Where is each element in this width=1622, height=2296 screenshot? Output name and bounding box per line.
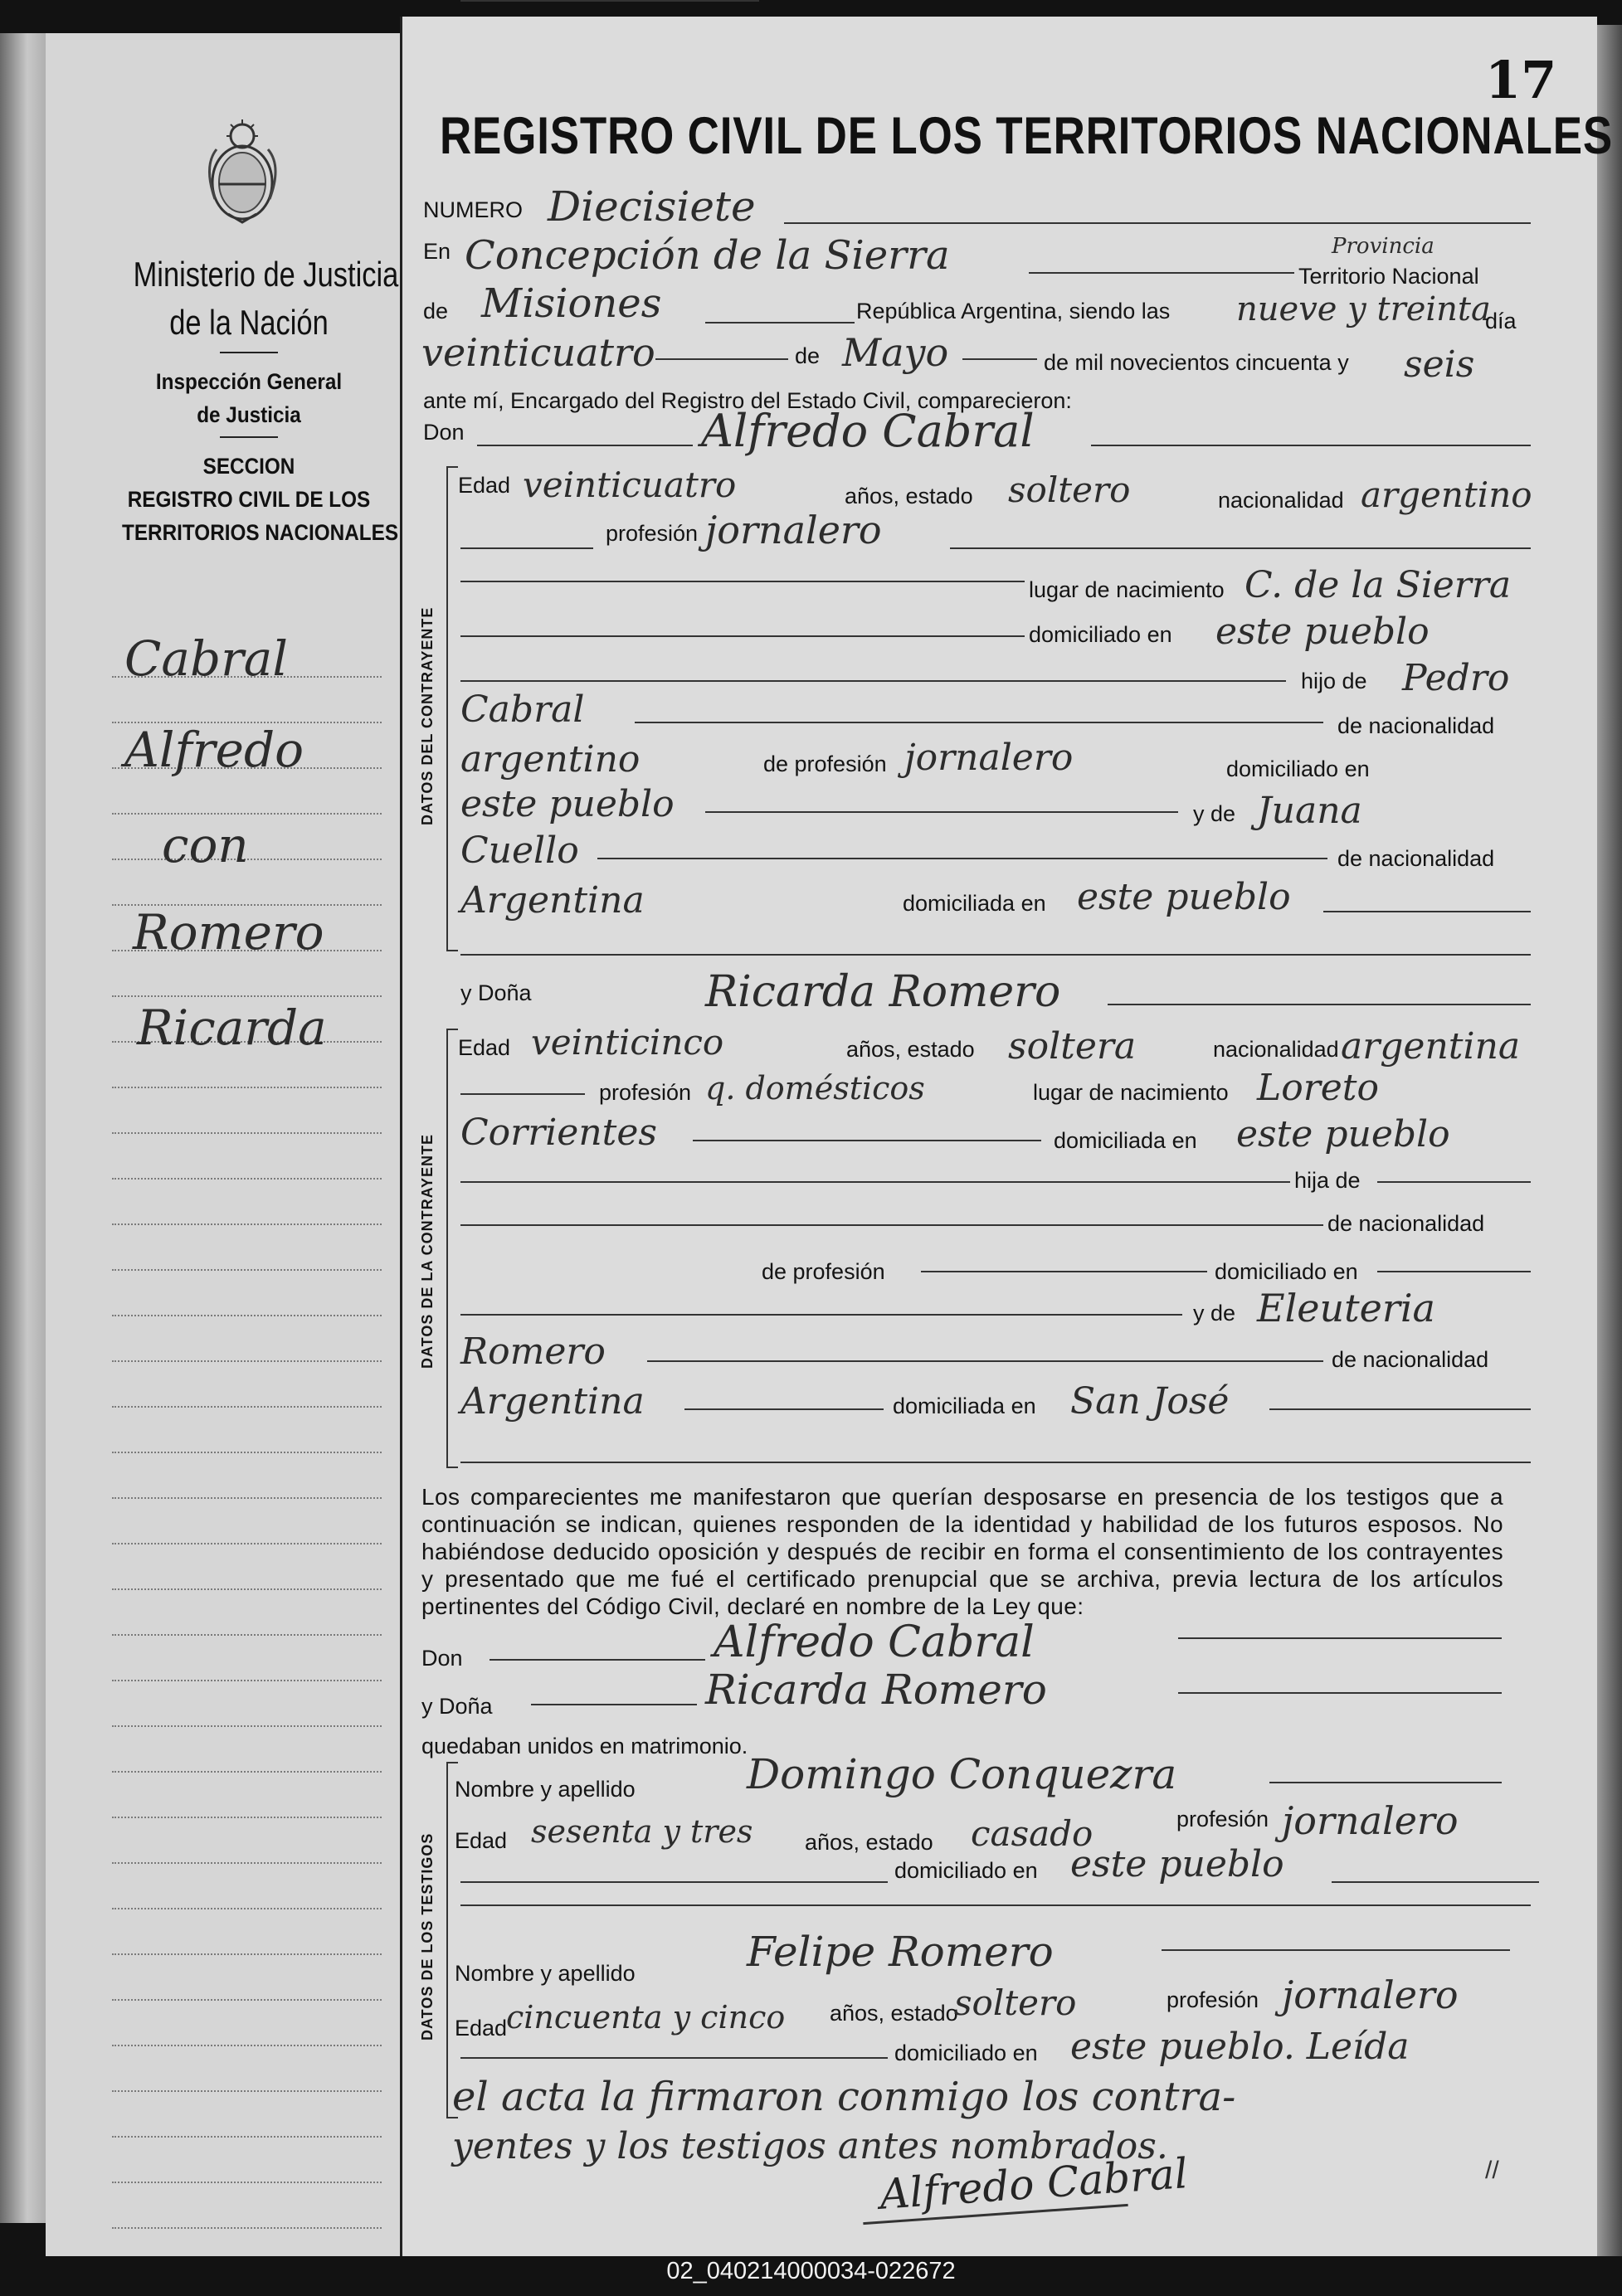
w1-prof-value: jornalero xyxy=(1282,1798,1459,1843)
margin-dotted-line xyxy=(112,2182,382,2183)
mes-value: Mayo xyxy=(842,330,949,375)
margin-note: Alfredo xyxy=(124,722,304,778)
margin-dotted-line xyxy=(112,1680,382,1681)
fill-line xyxy=(921,1271,1207,1272)
bride-nac-value: argentina xyxy=(1341,1025,1521,1068)
margin-dotted-line xyxy=(112,995,382,997)
w1-domic-value: este pueblo xyxy=(1070,1843,1284,1885)
fill-line xyxy=(531,1704,697,1705)
signature: Alfredo Cabral xyxy=(878,2149,1190,2219)
w1-estado-value: casado xyxy=(971,1813,1094,1854)
witnesses-bracket xyxy=(446,1762,458,2118)
bride-madre-value-2: Romero xyxy=(460,1330,606,1373)
page-divider xyxy=(400,17,402,2256)
don-label: Don xyxy=(423,420,465,445)
groom-madre-value-2: Cuello xyxy=(460,829,579,872)
anio-value: seis xyxy=(1404,343,1475,386)
w1-edad-label: Edad xyxy=(455,1828,508,1853)
margin-dotted-line xyxy=(112,1543,382,1544)
groom-padre-value-1: Pedro xyxy=(1402,657,1510,699)
page-number: 17 xyxy=(1485,50,1557,110)
groom-padre-prof-value: jornalero xyxy=(904,737,1074,779)
groom-edad-label: Edad xyxy=(458,473,511,498)
fill-line xyxy=(460,680,1286,682)
dia-value: veinticuatro xyxy=(421,330,655,375)
fill-line xyxy=(460,1462,1531,1463)
fill-line xyxy=(460,2057,888,2059)
bride-madre-domic-label: domiciliada en xyxy=(893,1394,1036,1418)
w1-anios-label: años, estado xyxy=(805,1830,933,1855)
fill-line xyxy=(460,1314,1182,1316)
bride-madre-value-1: Eleuteria xyxy=(1257,1286,1435,1330)
bride-lugar-value-2: Corrientes xyxy=(460,1112,657,1154)
groom-madre-domic-value: este pueblo xyxy=(1077,876,1291,918)
fill-line xyxy=(1323,911,1531,912)
margin-dotted-line xyxy=(112,1588,382,1590)
groom-padre-nac-label: de nacionalidad xyxy=(1337,713,1495,738)
w1-prof-label: profesión xyxy=(1176,1807,1269,1831)
fill-line xyxy=(784,222,1531,224)
fill-line xyxy=(1332,1881,1539,1883)
w1-nombre-label: Nombre y apellido xyxy=(455,1777,636,1802)
divider-rule xyxy=(220,352,278,353)
don2-value: Alfredo Cabral xyxy=(714,1617,1035,1667)
section-line-3: TERRITORIOS NACIONALES xyxy=(122,520,399,545)
groom-anios-label: años, estado xyxy=(845,484,973,508)
bride-edad-value: veinticinco xyxy=(531,1022,724,1063)
margin-dotted-line xyxy=(112,2045,382,2046)
groom-estado-value: soltero xyxy=(1008,469,1131,510)
groom-madre-value-1: Juana xyxy=(1257,790,1362,832)
groom-profesion-value: jornalero xyxy=(705,508,882,552)
bride-y-de-label: y de xyxy=(1193,1301,1236,1326)
w2-anios-label: años, estado xyxy=(830,2001,958,2026)
groom-bracket xyxy=(446,466,458,951)
margin-dotted-line xyxy=(112,1452,382,1453)
groom-nac-value: argentino xyxy=(1361,474,1532,515)
groom-edad-value: veinticuatro xyxy=(523,465,737,505)
fill-line xyxy=(1377,1181,1531,1183)
fill-line xyxy=(460,1181,1290,1183)
bride-bracket xyxy=(446,1029,458,1468)
margin-note: Cabral xyxy=(124,630,288,687)
fill-line xyxy=(597,858,1327,859)
margin-dotted-line xyxy=(112,2136,382,2138)
margin-dotted-line xyxy=(112,1315,382,1316)
groom-y-de-label: y de xyxy=(1193,801,1236,826)
groom-nac-label: nacionalidad xyxy=(1218,488,1344,513)
de-value: Misiones xyxy=(481,280,662,327)
groom-madre-nac-label: de nacionalidad xyxy=(1337,846,1495,871)
fill-line xyxy=(950,547,1531,549)
provincia-note: Provincia xyxy=(1332,234,1434,259)
margin-note: con xyxy=(162,817,249,873)
bride-madre-domic-value: San José xyxy=(1070,1380,1230,1423)
dona2-label: y Doña xyxy=(421,1694,493,1719)
margin-dotted-line xyxy=(112,2227,382,2229)
groom-padre-domic-label: domiciliado en xyxy=(1226,756,1370,781)
divider-rule xyxy=(220,436,278,438)
margin-dotted-line xyxy=(112,1269,382,1271)
inspection-line-1: Inspección General xyxy=(155,369,343,394)
en-value: Concepción de la Sierra xyxy=(465,232,950,279)
dia-label: día xyxy=(1485,309,1517,333)
groom-domic-label: domiciliado en xyxy=(1029,622,1172,647)
margin-dotted-line xyxy=(112,1908,382,1909)
fill-line xyxy=(460,0,759,2)
margin-dotted-line xyxy=(112,1087,382,1088)
groom-madre-domic-label: domiciliada en xyxy=(903,891,1046,916)
bride-domic2-label: domiciliado en xyxy=(1215,1259,1358,1284)
w1-nombre-value: Domingo Conquezra xyxy=(747,1750,1177,1798)
margin-dotted-line xyxy=(112,1725,382,1727)
w2-prof-label: profesión xyxy=(1167,1987,1259,2012)
hora-value: nueve y treinta xyxy=(1236,290,1491,328)
de-mes-label: de xyxy=(795,343,821,368)
ministry-line-1: Ministerio de Justicia xyxy=(133,255,399,294)
fill-line xyxy=(1377,1271,1531,1272)
ministry-line-2: de la Nación xyxy=(169,303,329,342)
don2-label: Don xyxy=(421,1646,463,1671)
w2-prof-value: jornalero xyxy=(1282,1973,1459,2017)
bride-hija-label: hija de xyxy=(1294,1168,1361,1193)
bride-lugar-label: lugar de nacimiento xyxy=(1033,1080,1229,1105)
dona-label: y Doña xyxy=(460,980,532,1005)
bride-profesion-value: q. domésticos xyxy=(705,1070,925,1107)
fill-line xyxy=(460,547,593,549)
bride-profesion-label: profesión xyxy=(599,1080,692,1105)
groom-profesion-label: profesión xyxy=(606,521,699,546)
margin-dotted-line xyxy=(112,1999,382,2001)
closing-line-1: el acta la firmaron conmigo los contra- xyxy=(452,2074,1236,2120)
fill-line xyxy=(1162,1949,1510,1951)
w1-domic-label: domiciliado en xyxy=(894,1858,1038,1883)
page-title: REGISTRO CIVIL DE LOS TERRITORIOS NACIONALES xyxy=(440,107,1613,165)
fill-line xyxy=(1269,1782,1502,1783)
w2-edad-label: Edad xyxy=(455,2016,508,2041)
bride-madre-nac-label: de nacionalidad xyxy=(1332,1347,1489,1372)
territorio-label: Territorio Nacional xyxy=(1298,264,1479,289)
margin-note: Romero xyxy=(133,904,324,961)
margin-dotted-line xyxy=(112,1360,382,1362)
fill-line xyxy=(460,954,1531,956)
groom-section-label: DATOS DEL CONTRAYENTE xyxy=(419,606,436,825)
bride-edad-label: Edad xyxy=(458,1035,511,1060)
fill-line xyxy=(460,635,1025,637)
republica-text: República Argentina, siendo las xyxy=(856,299,1171,323)
book-right-edge xyxy=(1597,25,1622,2256)
margin-dotted-line xyxy=(112,1817,382,1818)
fill-line xyxy=(460,1904,1531,1906)
en-label: En xyxy=(423,239,451,264)
inspection-line-2: de Justicia xyxy=(197,402,301,427)
numero-label: NUMERO xyxy=(423,197,523,222)
bride-lugar-value-1: Loreto xyxy=(1257,1067,1379,1109)
margin-dotted-line xyxy=(112,1497,382,1499)
fill-line xyxy=(647,1360,1323,1362)
groom-hijo-label: hijo de xyxy=(1301,669,1367,693)
bride-nac2-label: de nacionalidad xyxy=(1327,1211,1485,1236)
bride-domic-value: este pueblo xyxy=(1236,1113,1450,1155)
bride-nac-label: nacionalidad xyxy=(1213,1037,1339,1062)
margin-dotted-line xyxy=(112,813,382,815)
groom-padre-value-2: Cabral xyxy=(460,688,585,731)
groom-padre-nac-value: argentino xyxy=(460,738,641,781)
book-left-edge xyxy=(0,33,46,2223)
groom-lugar-value: C. de la Sierra xyxy=(1245,564,1512,606)
fill-line xyxy=(655,358,788,360)
bride-anios-label: años, estado xyxy=(846,1037,975,1062)
closing-mark: // xyxy=(1485,2157,1499,2184)
section-line-2: REGISTRO CIVIL DE LOS xyxy=(127,487,371,512)
w2-domic-value: este pueblo. Leída xyxy=(1070,2026,1410,2068)
margin-dotted-line xyxy=(112,1953,382,1955)
fill-line xyxy=(1091,445,1531,446)
fill-line xyxy=(705,322,855,323)
fill-line xyxy=(635,722,1323,723)
fill-line xyxy=(1178,1692,1502,1694)
margin-note: Ricarda xyxy=(137,1000,327,1056)
numero-value: Diecisiete xyxy=(548,182,756,231)
margin-dotted-line xyxy=(112,1178,382,1180)
don-value: Alfredo Cabral xyxy=(701,405,1035,457)
de-label: de xyxy=(423,299,449,323)
fill-line xyxy=(1178,1637,1502,1639)
w2-edad-value: cincuenta y cinco xyxy=(506,1999,786,2036)
w2-estado-value: soltero xyxy=(954,1982,1077,2023)
groom-lugar-label: lugar de nacimiento xyxy=(1029,577,1225,602)
margin-dotted-line xyxy=(112,1132,382,1134)
fill-line xyxy=(477,445,693,446)
section-line-1: SECCION xyxy=(202,454,295,479)
bride-estado-value: soltera xyxy=(1008,1025,1137,1068)
closing-line-2: yentes y los testigos antes nombrados. xyxy=(452,2125,1168,2167)
groom-padre-domic-value: este pueblo xyxy=(460,783,675,825)
w1-edad-value: sesenta y tres xyxy=(531,1813,753,1850)
fill-line xyxy=(460,1093,585,1095)
coat-of-arms-icon xyxy=(203,116,282,228)
fill-line xyxy=(490,1659,705,1661)
margin-dotted-line xyxy=(112,1223,382,1225)
w2-domic-label: domiciliado en xyxy=(894,2041,1038,2065)
quedaban-text: quedaban unidos en matrimonio. xyxy=(421,1734,748,1758)
margin-dotted-line xyxy=(112,1771,382,1773)
bride-section-label: DATOS DE LA CONTRAYENTE xyxy=(419,1133,436,1369)
footer-id: 02_040214000034-022672 xyxy=(666,2258,956,2284)
fill-line xyxy=(460,581,1025,582)
anio-text: de mil novecientos cincuenta y xyxy=(1044,350,1349,375)
fill-line xyxy=(684,1408,884,1410)
fill-line xyxy=(1108,1004,1531,1005)
dona2-value: Ricarda Romero xyxy=(705,1666,1047,1714)
w2-nombre-value: Felipe Romero xyxy=(747,1928,1054,1976)
fill-line xyxy=(705,811,1178,813)
groom-madre-nac-value: Argentina xyxy=(460,879,645,922)
bride-prof2-label: de profesión xyxy=(762,1259,885,1284)
fill-line xyxy=(1269,1408,1531,1410)
margin-dotted-line xyxy=(112,1862,382,1864)
fill-line xyxy=(962,358,1037,360)
fill-line xyxy=(460,1224,1323,1226)
ante-text: ante mí, Encargado del Registro del Estado Civil, comparecieron: xyxy=(423,388,1072,413)
margin-dotted-line xyxy=(112,2090,382,2092)
witnesses-section-label: DATOS DE LOS TESTIGOS xyxy=(419,1832,436,2041)
fill-line xyxy=(693,1140,1041,1141)
groom-padre-prof-label: de profesión xyxy=(763,752,887,776)
bride-madre-nac-value: Argentina xyxy=(460,1380,645,1423)
declaration-paragraph: Los comparecientes me manifestaron que querían desposarse en presencia de los testigos que a continuación se indican, quienes responden de la identidad y habilidad de los futuros esposos. No habiéndose deducido oposición y después de recibir en forma el consentimiento de los contrayentes y presentado que me fué el certificado prenupcial que se archiva, previa lectura de los artículos pertinentes del Código Civil, declaré en nombre de la Ley que: xyxy=(421,1484,1503,1619)
groom-domic-value: este pueblo xyxy=(1215,610,1430,653)
margin-dotted-line xyxy=(112,1634,382,1636)
bride-domic-label: domiciliada en xyxy=(1054,1128,1197,1153)
dona-value: Ricarda Romero xyxy=(705,967,1061,1017)
margin-dotted-line xyxy=(112,1406,382,1408)
fill-line xyxy=(460,1881,888,1883)
w2-nombre-label: Nombre y apellido xyxy=(455,1961,636,1986)
fill-line xyxy=(1029,272,1294,274)
ministry-heading xyxy=(108,251,399,549)
